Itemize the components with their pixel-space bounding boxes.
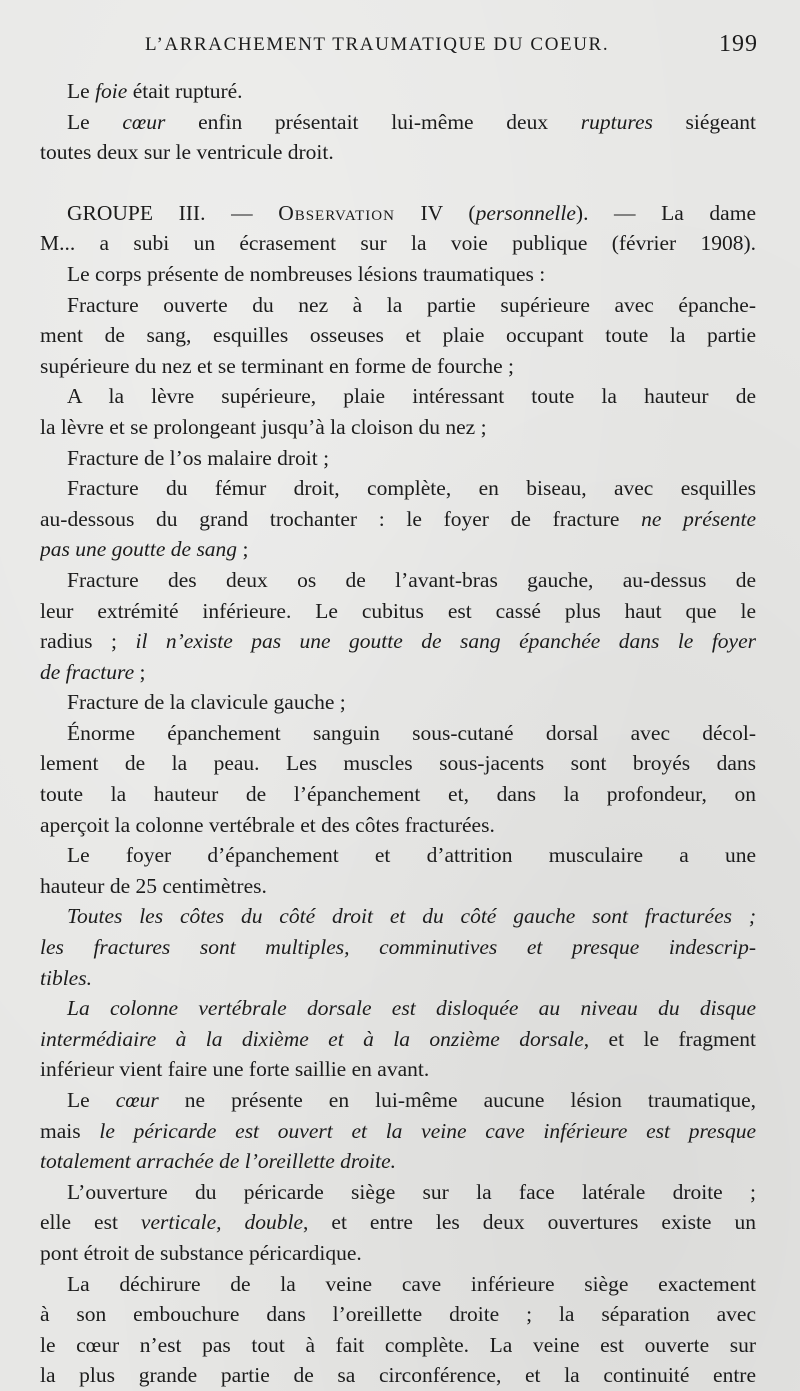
text-line <box>40 259 756 290</box>
text-line <box>40 657 756 688</box>
text-line <box>40 1269 756 1300</box>
text-segment: Fracture du fémur droit, complète, en biseau, avec esquilles <box>67 476 756 501</box>
text-segment: mais <box>40 1118 100 1143</box>
text-segment: ; <box>237 537 249 562</box>
text-line <box>40 871 756 902</box>
text-line <box>40 779 756 810</box>
italic-text: les fractures sont multiples, comminutives et presque indescrip- <box>40 935 756 960</box>
text-line <box>40 1024 756 1055</box>
text-segment: elle est <box>40 1210 141 1235</box>
text-segment: Fracture de la clavicule gauche ; <box>67 690 346 715</box>
text-line <box>40 932 756 963</box>
text-line <box>40 76 756 107</box>
text-line <box>40 748 756 779</box>
text-line <box>40 687 756 718</box>
italic-text: Toutes les côtes du côté droit et du côté gauche sont fracturées ; <box>67 904 756 929</box>
italic-text: personnelle <box>475 200 576 225</box>
text-segment: supérieure du nez et se terminant en forme de fourche ; <box>40 353 514 378</box>
text-line <box>40 840 756 871</box>
text-segment: la lèvre et se prolongeant jusqu’à la cloison du nez ; <box>40 414 487 439</box>
text-segment: inférieur vient faire une forte saillie en avant. <box>40 1057 430 1082</box>
text-segment: Énorme épanchement sanguin sous-cutané dorsal avec décol- <box>67 720 756 745</box>
text-segment: M... a subi un écrasement sur la voie publique (février 1908). <box>40 231 756 256</box>
text-segment: leur extrémité inférieure. Le cubitus est cassé plus haut que le <box>40 598 756 623</box>
text-segment: L’ouverture du péricarde siège sur la face latérale droite ; <box>67 1179 756 1204</box>
text-segment: GROUPE III. — <box>67 200 279 225</box>
text-segment: ; <box>134 659 146 684</box>
text-line <box>40 412 756 443</box>
italic-text: cœur <box>122 109 166 134</box>
italic-text: La colonne vertébrale dorsale est disloquée au niveau du disque <box>67 996 756 1021</box>
text-line <box>40 1146 756 1177</box>
text-segment: , et entre les deux ouvertures existe un <box>303 1210 756 1235</box>
text-line <box>40 810 756 841</box>
italic-text: pas une goutte de sang <box>40 537 238 562</box>
text-line <box>40 1207 756 1238</box>
text-line <box>40 290 756 321</box>
text-line <box>40 320 756 351</box>
text-segment: ment de sang, esquilles osseuses et plaie occupant toute la partie <box>40 323 756 348</box>
italic-text: ne présente <box>641 506 756 531</box>
text-segment: ). — La dame <box>575 200 756 225</box>
text-segment: pont étroit de substance péricardique. <box>40 1240 362 1265</box>
text-segment: A la lèvre supérieure, plaie intéressant toute la hauteur de <box>67 384 756 409</box>
text-line <box>40 228 756 259</box>
text-segment: radius ; <box>40 629 136 654</box>
italic-text: ruptures <box>580 109 653 134</box>
text-segment: enfin présentait lui-même deux <box>165 109 581 134</box>
text-line <box>40 381 756 412</box>
text-segment: La déchirure de la veine cave inférieure siège exactement <box>67 1271 756 1296</box>
text-segment: le cœur n’est pas tout à fait complète. La veine est ouverte sur <box>40 1332 756 1357</box>
italic-text: intermédiaire à la dixième et à la onzième dorsale <box>40 1026 584 1051</box>
text-line <box>40 473 756 504</box>
text-segment: était rupturé. <box>127 79 243 103</box>
text-segment: la plus grande partie de sa circonférence, et la continuité entre <box>40 1363 756 1388</box>
italic-text: le péricarde est ouvert et la veine cave inférieure est presque <box>99 1118 756 1143</box>
text-line <box>40 351 756 382</box>
italic-text: de fracture <box>40 659 135 684</box>
text-line <box>40 1238 756 1269</box>
text-segment: lement de la peau. Les muscles sous-jacents sont broyés dans <box>40 751 756 776</box>
text-segment: Le corps présente de nombreuses lésions traumatiques : <box>67 261 546 286</box>
italic-text: totalement arrachée de l’oreillette droite. <box>40 1149 397 1174</box>
text-line <box>40 718 756 749</box>
text-line <box>40 1177 756 1208</box>
text-segment: Le <box>67 109 123 134</box>
text-line <box>40 1054 756 1085</box>
text-line <box>40 137 756 168</box>
text-segment: toute la hauteur de l’épanchement et, dans la profondeur, on <box>40 782 756 807</box>
italic-text: tibles. <box>40 965 92 990</box>
text-segment: à son embouchure dans l’oreillette droite ; la séparation avec <box>40 1302 756 1327</box>
small-caps-text: Observation <box>278 200 395 225</box>
text-line <box>40 1116 756 1147</box>
text-segment: hauteur de 25 centimètres. <box>40 873 267 898</box>
italic-text: il n’existe pas une goutte de sang épanchée dans le foyer <box>135 629 756 654</box>
text-line <box>40 901 756 932</box>
text-segment: aperçoit la colonne vertébrale et des côtes fracturées. <box>40 812 495 837</box>
text-line <box>40 198 756 229</box>
text-segment: au-dessous du grand trochanter : le foyer de fracture <box>40 506 642 531</box>
text-line <box>40 534 756 565</box>
text-line <box>40 504 756 535</box>
text-line <box>40 107 756 138</box>
text-line <box>40 443 756 474</box>
text-segment: Le <box>67 1088 116 1112</box>
text-segment: , et le fragment <box>583 1026 756 1051</box>
text-line <box>40 993 756 1024</box>
text-segment: Fracture des deux os de l’avant-bras gauche, au-dessus de <box>67 567 756 592</box>
text-segment: ne présente en lui-même aucune lésion traumatique, <box>158 1088 756 1112</box>
running-head: L’ARRACHEMENT TRAUMATIQUE DU COEUR. <box>145 34 610 55</box>
text-segment: Fracture de l’os malaire droit ; <box>67 445 330 470</box>
italic-text: cœur <box>115 1088 159 1112</box>
text-line <box>40 1299 756 1330</box>
text-segment: Le foyer d’épanchement et d’attrition musculaire a une <box>67 843 756 868</box>
text-line <box>40 963 756 994</box>
italic-text: foie <box>95 79 128 103</box>
text-segment: Fracture ouverte du nez à la partie supérieure avec épanche- <box>67 292 756 317</box>
text-line <box>40 596 756 627</box>
body-text <box>40 76 756 1391</box>
italic-text: verticale, double <box>140 1210 304 1235</box>
page-number: 199 <box>719 31 758 57</box>
text-line <box>40 1330 756 1361</box>
text-segment: IV ( <box>394 200 476 225</box>
text-line <box>40 1085 756 1116</box>
text-segment: toutes deux sur le ventricule droit. <box>40 140 334 165</box>
text-line <box>40 1360 756 1391</box>
text-segment: siégeant <box>652 109 756 134</box>
text-line <box>40 565 756 596</box>
text-segment: Le <box>67 79 96 103</box>
text-line <box>40 626 756 657</box>
